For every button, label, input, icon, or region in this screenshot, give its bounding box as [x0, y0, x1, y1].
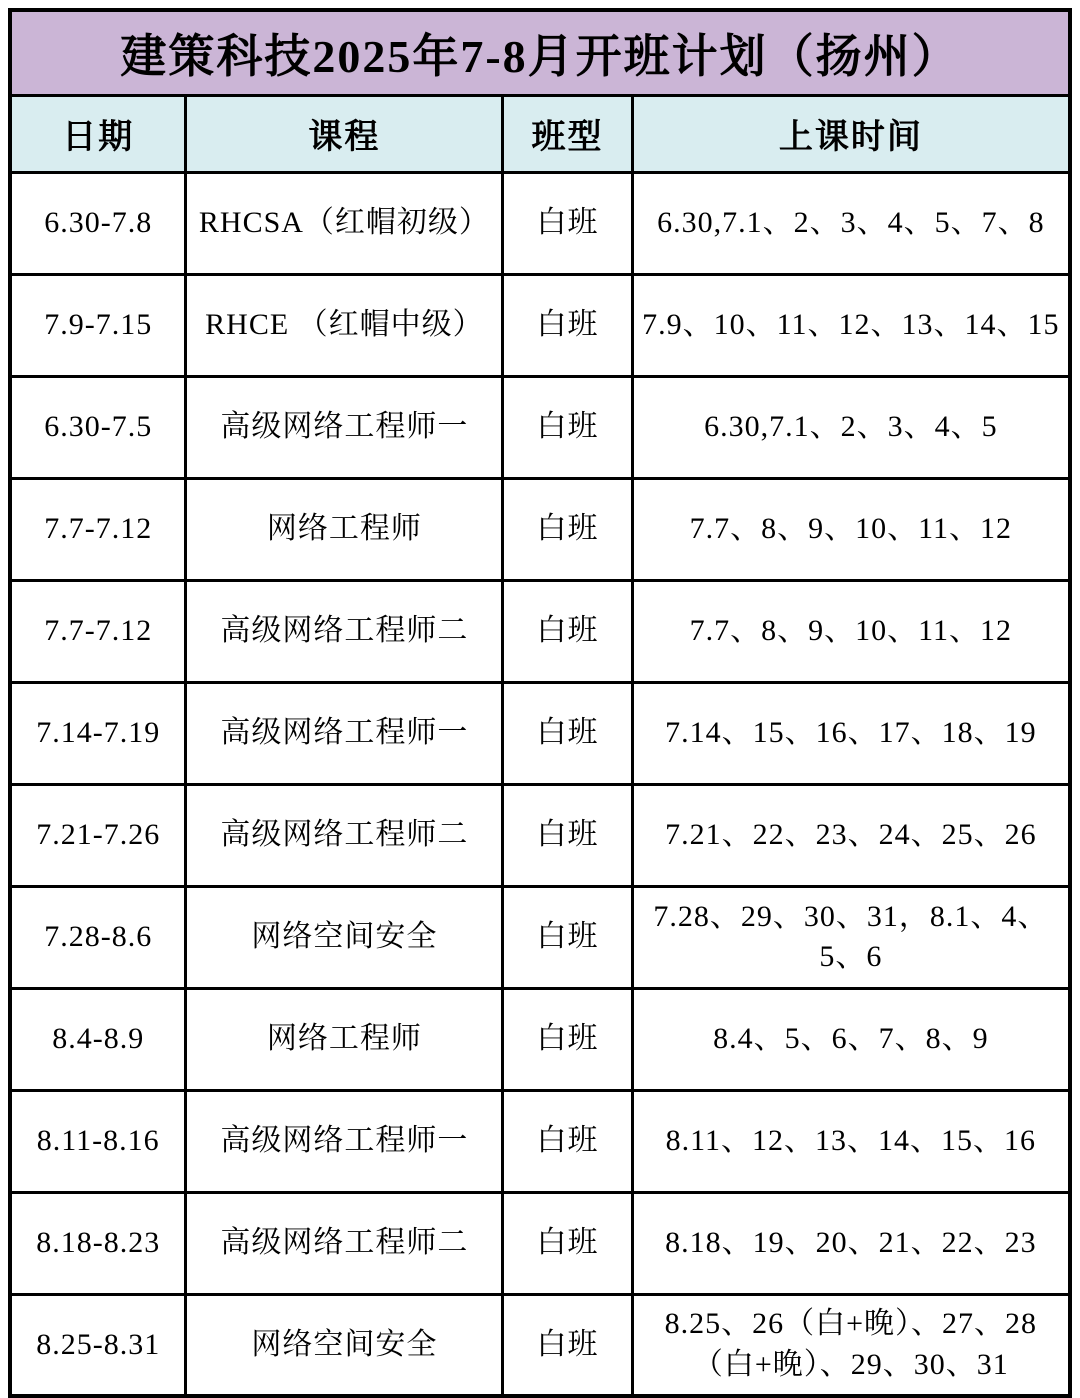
cell-time: 6.30,7.1、2、3、4、5、7、8 — [632, 172, 1070, 274]
column-header-course: 课程 — [186, 95, 503, 172]
cell-time: 7.28、29、30、31，8.1、4、5、6 — [632, 886, 1070, 988]
cell-type: 白班 — [503, 172, 632, 274]
table-row — [10, 172, 1070, 274]
cell-course: 网络工程师 — [186, 478, 503, 580]
cell-time: 7.7、8、9、10、11、12 — [632, 478, 1070, 580]
table-row — [10, 580, 1070, 682]
column-header-type: 班型 — [503, 95, 632, 172]
cell-time: 7.21、22、23、24、25、26 — [632, 784, 1070, 886]
cell-date: 6.30-7.5 — [10, 376, 186, 478]
cell-course: 高级网络工程师二 — [186, 580, 503, 682]
cell-type: 白班 — [503, 1090, 632, 1192]
cell-type: 白班 — [503, 886, 632, 988]
cell-date: 8.25-8.31 — [10, 1294, 186, 1396]
cell-date: 8.11-8.16 — [10, 1090, 186, 1192]
cell-time: 7.14、15、16、17、18、19 — [632, 682, 1070, 784]
cell-course: 高级网络工程师二 — [186, 784, 503, 886]
cell-time: 8.11、12、13、14、15、16 — [632, 1090, 1070, 1192]
cell-type: 白班 — [503, 1294, 632, 1396]
cell-date: 7.14-7.19 — [10, 682, 186, 784]
cell-course: 高级网络工程师一 — [186, 376, 503, 478]
page-title: 建策科技2025年7-8月开班计划（扬州） — [10, 10, 1070, 95]
cell-type: 白班 — [503, 376, 632, 478]
column-header-time: 上课时间 — [632, 95, 1070, 172]
table-row — [10, 274, 1070, 376]
cell-date: 7.28-8.6 — [10, 886, 186, 988]
cell-time: 7.7、8、9、10、11、12 — [632, 580, 1070, 682]
cell-date: 7.7-7.12 — [10, 580, 186, 682]
table-row — [10, 886, 1070, 988]
cell-type: 白班 — [503, 988, 632, 1090]
cell-date: 7.7-7.12 — [10, 478, 186, 580]
cell-type: 白班 — [503, 274, 632, 376]
column-header-date: 日期 — [10, 95, 186, 172]
cell-type: 白班 — [503, 784, 632, 886]
cell-time: 8.4、5、6、7、8、9 — [632, 988, 1070, 1090]
cell-date: 6.30-7.8 — [10, 172, 186, 274]
table-row — [10, 682, 1070, 784]
cell-course: 网络空间安全 — [186, 1294, 503, 1396]
table-row — [10, 784, 1070, 886]
class-schedule-table — [8, 8, 1072, 1398]
cell-time: 8.25、26（白+晚）、27、28（白+晚）、29、30、31 — [632, 1294, 1070, 1396]
cell-time: 6.30,7.1、2、3、4、5 — [632, 376, 1070, 478]
cell-course: 高级网络工程师二 — [186, 1192, 503, 1294]
header-row — [10, 95, 1070, 172]
table-row — [10, 478, 1070, 580]
cell-course: 高级网络工程师一 — [186, 1090, 503, 1192]
table-row — [10, 988, 1070, 1090]
cell-time: 7.9、10、11、12、13、14、15 — [632, 274, 1070, 376]
cell-course: 高级网络工程师一 — [186, 682, 503, 784]
cell-course: 网络工程师 — [186, 988, 503, 1090]
cell-date: 7.9-7.15 — [10, 274, 186, 376]
cell-date: 8.18-8.23 — [10, 1192, 186, 1294]
cell-course: RHCE （红帽中级） — [186, 274, 503, 376]
cell-date: 7.21-7.26 — [10, 784, 186, 886]
table-row — [10, 1294, 1070, 1396]
table-row — [10, 376, 1070, 478]
cell-date: 8.4-8.9 — [10, 988, 186, 1090]
cell-course: RHCSA（红帽初级） — [186, 172, 503, 274]
title-row — [10, 10, 1070, 95]
cell-type: 白班 — [503, 580, 632, 682]
table-row — [10, 1090, 1070, 1192]
cell-type: 白班 — [503, 682, 632, 784]
cell-type: 白班 — [503, 478, 632, 580]
table-row — [10, 1192, 1070, 1294]
cell-course: 网络空间安全 — [186, 886, 503, 988]
cell-type: 白班 — [503, 1192, 632, 1294]
cell-time: 8.18、19、20、21、22、23 — [632, 1192, 1070, 1294]
